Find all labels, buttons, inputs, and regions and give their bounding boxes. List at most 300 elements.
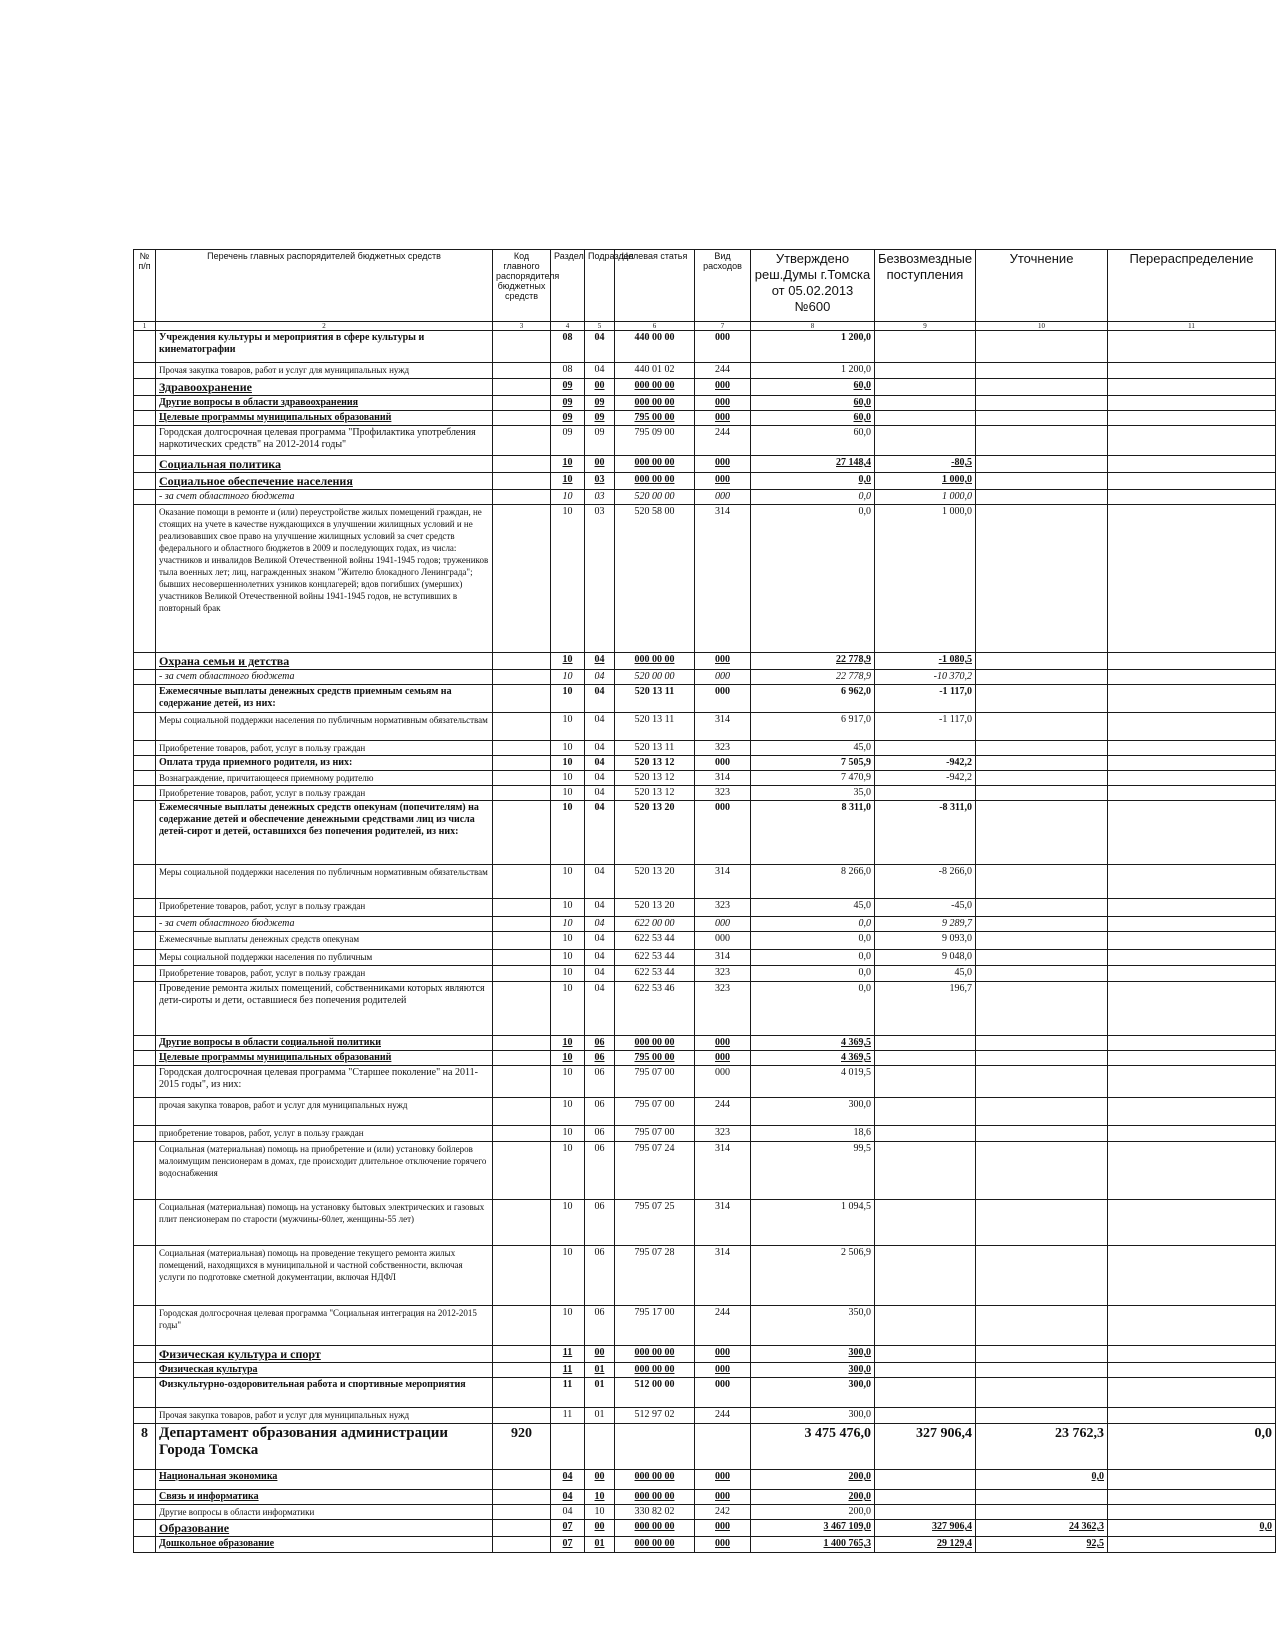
row-subsection: 01 xyxy=(585,1378,615,1408)
row-expense-type: 244 xyxy=(695,1098,751,1126)
row-code xyxy=(493,1505,551,1520)
row-free-receipts xyxy=(875,396,976,411)
row-free-receipts: -45,0 xyxy=(875,899,976,917)
row-free-receipts: 1 000,0 xyxy=(875,505,976,653)
row-section: 10 xyxy=(551,899,585,917)
row-number xyxy=(134,1470,156,1490)
row-name: Охрана семьи и детства xyxy=(156,653,493,670)
row-free-receipts xyxy=(875,1470,976,1490)
row-subsection: 10 xyxy=(585,1505,615,1520)
row-redistribution xyxy=(1108,713,1276,741)
row-subsection: 04 xyxy=(585,713,615,741)
row-approved: 200,0 xyxy=(751,1505,875,1520)
row-clarification xyxy=(976,1246,1108,1306)
column-number: 9 xyxy=(875,322,976,331)
row-section: 10 xyxy=(551,966,585,982)
header-redistr: Перераспределение xyxy=(1108,250,1276,322)
row-clarification xyxy=(976,1378,1108,1408)
row-subsection: 10 xyxy=(585,1490,615,1505)
row-expense-type: 314 xyxy=(695,950,751,966)
table-row xyxy=(134,331,1276,363)
row-redistribution xyxy=(1108,982,1276,1036)
row-expense-type: 314 xyxy=(695,865,751,899)
row-approved: 99,5 xyxy=(751,1142,875,1200)
row-name: Целевые программы муниципальных образований xyxy=(156,411,493,426)
table-row xyxy=(134,411,1276,426)
row-clarification xyxy=(976,1306,1108,1346)
row-number xyxy=(134,670,156,685)
row-section: 11 xyxy=(551,1363,585,1378)
row-section: 10 xyxy=(551,801,585,865)
row-subsection: 04 xyxy=(585,932,615,950)
row-approved: 200,0 xyxy=(751,1490,875,1505)
row-clarification xyxy=(976,917,1108,932)
row-section: 10 xyxy=(551,1051,585,1066)
row-clarification: 0,0 xyxy=(976,1470,1108,1490)
row-section: 09 xyxy=(551,396,585,411)
row-section: 10 xyxy=(551,713,585,741)
row-number xyxy=(134,1505,156,1520)
column-number: 3 xyxy=(493,322,551,331)
row-expense-type: 323 xyxy=(695,982,751,1036)
row-number xyxy=(134,331,156,363)
row-expense-type: 323 xyxy=(695,741,751,756)
row-redistribution xyxy=(1108,490,1276,505)
row-name: Департамент образования администрации Города Томска xyxy=(156,1424,493,1470)
table-row xyxy=(134,966,1276,982)
row-name: Ежемесячные выплаты денежных средств приемным семьям на содержание детей, из них: xyxy=(156,685,493,713)
table-row xyxy=(134,1470,1276,1490)
column-number-row xyxy=(134,322,1276,331)
row-target-article: 000 00 00 xyxy=(615,396,695,411)
row-subsection: 04 xyxy=(585,771,615,786)
row-clarification xyxy=(976,1036,1108,1051)
row-section: 10 xyxy=(551,1246,585,1306)
row-approved: 8 266,0 xyxy=(751,865,875,899)
row-name: Другие вопросы в области информатики xyxy=(156,1505,493,1520)
row-name: - за счет областного бюджета xyxy=(156,490,493,505)
column-number: 11 xyxy=(1108,322,1276,331)
table-row xyxy=(134,1142,1276,1200)
row-code xyxy=(493,982,551,1036)
row-expense-type: 000 xyxy=(695,331,751,363)
row-number xyxy=(134,1246,156,1306)
row-free-receipts xyxy=(875,1378,976,1408)
row-free-receipts: 9 289,7 xyxy=(875,917,976,932)
row-section xyxy=(551,1424,585,1470)
column-number: 2 xyxy=(156,322,493,331)
row-redistribution xyxy=(1108,331,1276,363)
row-redistribution xyxy=(1108,899,1276,917)
row-number xyxy=(134,932,156,950)
row-target-article: 795 07 00 xyxy=(615,1126,695,1142)
row-redistribution: 0,0 xyxy=(1108,1520,1276,1537)
row-target-article: 520 00 00 xyxy=(615,490,695,505)
table-row xyxy=(134,685,1276,713)
row-expense-type: 000 xyxy=(695,1346,751,1363)
row-redistribution xyxy=(1108,363,1276,379)
row-free-receipts: -1 117,0 xyxy=(875,713,976,741)
row-name: Меры социальной поддержки населения по публичным нормативным обязательствам xyxy=(156,865,493,899)
row-name: Приобретение товаров, работ, услуг в пользу граждан xyxy=(156,786,493,801)
row-expense-type: 000 xyxy=(695,396,751,411)
row-subsection: 04 xyxy=(585,899,615,917)
row-number xyxy=(134,1126,156,1142)
row-subsection: 03 xyxy=(585,490,615,505)
row-free-receipts: 1 000,0 xyxy=(875,473,976,490)
row-section: 10 xyxy=(551,917,585,932)
table-row xyxy=(134,932,1276,950)
row-free-receipts: 9 048,0 xyxy=(875,950,976,966)
table-row xyxy=(134,1306,1276,1346)
row-expense-type: 244 xyxy=(695,426,751,456)
row-approved: 45,0 xyxy=(751,899,875,917)
row-subsection: 06 xyxy=(585,1306,615,1346)
table-row xyxy=(134,865,1276,899)
row-target-article: 622 00 00 xyxy=(615,917,695,932)
row-free-receipts: -942,2 xyxy=(875,756,976,771)
column-number: 6 xyxy=(615,322,695,331)
table-row xyxy=(134,1066,1276,1098)
row-target-article: 000 00 00 xyxy=(615,1470,695,1490)
table-row xyxy=(134,786,1276,801)
row-target-article: 520 13 12 xyxy=(615,756,695,771)
column-number: 10 xyxy=(976,322,1108,331)
row-section: 04 xyxy=(551,1470,585,1490)
row-section: 10 xyxy=(551,1200,585,1246)
row-number xyxy=(134,756,156,771)
row-approved: 60,0 xyxy=(751,396,875,411)
row-subsection: 09 xyxy=(585,426,615,456)
row-code xyxy=(493,426,551,456)
row-subsection: 04 xyxy=(585,331,615,363)
row-target-article: 440 01 02 xyxy=(615,363,695,379)
row-subsection: 09 xyxy=(585,411,615,426)
row-code xyxy=(493,1520,551,1537)
row-name: Образование xyxy=(156,1520,493,1537)
row-subsection: 04 xyxy=(585,653,615,670)
row-section: 10 xyxy=(551,771,585,786)
row-clarification xyxy=(976,1363,1108,1378)
row-expense-type: 000 xyxy=(695,801,751,865)
row-subsection: 00 xyxy=(585,1346,615,1363)
row-target-article: 000 00 00 xyxy=(615,456,695,473)
row-code xyxy=(493,741,551,756)
row-name: Целевые программы муниципальных образований xyxy=(156,1051,493,1066)
row-free-receipts: 327 906,4 xyxy=(875,1424,976,1470)
row-name: приобретение товаров, работ, услуг в пользу граждан xyxy=(156,1126,493,1142)
header-free: Безвозмездные поступления xyxy=(875,250,976,322)
row-target-article: 000 00 00 xyxy=(615,473,695,490)
row-redistribution xyxy=(1108,950,1276,966)
row-clarification xyxy=(976,653,1108,670)
row-clarification xyxy=(976,396,1108,411)
row-number xyxy=(134,982,156,1036)
row-target-article: 520 13 20 xyxy=(615,899,695,917)
row-target-article: 000 00 00 xyxy=(615,1036,695,1051)
header-section: Раздел xyxy=(551,250,585,322)
row-approved: 1 094,5 xyxy=(751,1200,875,1246)
row-free-receipts: -8 311,0 xyxy=(875,801,976,865)
table-row xyxy=(134,756,1276,771)
row-subsection: 06 xyxy=(585,1098,615,1126)
row-free-receipts xyxy=(875,1346,976,1363)
row-target-article: 795 17 00 xyxy=(615,1306,695,1346)
row-clarification xyxy=(976,1200,1108,1246)
row-approved: 27 148,4 xyxy=(751,456,875,473)
header-name: Перечень главных распорядителей бюджетных средств xyxy=(156,250,493,322)
table-header-row xyxy=(134,250,1276,322)
row-free-receipts: 29 129,4 xyxy=(875,1537,976,1553)
row-number xyxy=(134,411,156,426)
row-clarification xyxy=(976,1408,1108,1424)
row-code xyxy=(493,1051,551,1066)
row-free-receipts xyxy=(875,1363,976,1378)
row-code xyxy=(493,379,551,396)
table-row xyxy=(134,1490,1276,1505)
row-redistribution xyxy=(1108,411,1276,426)
row-clarification xyxy=(976,1126,1108,1142)
row-expense-type: 000 xyxy=(695,1066,751,1098)
row-free-receipts xyxy=(875,1051,976,1066)
row-name: - за счет областного бюджета xyxy=(156,917,493,932)
row-clarification xyxy=(976,982,1108,1036)
row-section: 10 xyxy=(551,950,585,966)
row-section: 10 xyxy=(551,505,585,653)
row-approved: 4 369,5 xyxy=(751,1036,875,1051)
row-subsection: 04 xyxy=(585,670,615,685)
row-number xyxy=(134,473,156,490)
row-redistribution xyxy=(1108,756,1276,771)
row-section: 10 xyxy=(551,1098,585,1126)
row-code xyxy=(493,331,551,363)
row-redistribution xyxy=(1108,1537,1276,1553)
row-target-article xyxy=(615,1424,695,1470)
row-approved: 60,0 xyxy=(751,411,875,426)
row-subsection: 04 xyxy=(585,801,615,865)
row-target-article: 622 53 44 xyxy=(615,932,695,950)
row-number xyxy=(134,396,156,411)
row-clarification xyxy=(976,411,1108,426)
row-number xyxy=(134,1051,156,1066)
row-approved: 0,0 xyxy=(751,473,875,490)
row-clarification xyxy=(976,473,1108,490)
row-approved: 350,0 xyxy=(751,1306,875,1346)
row-subsection: 04 xyxy=(585,741,615,756)
column-number: 1 xyxy=(134,322,156,331)
row-subsection: 04 xyxy=(585,982,615,1036)
row-approved: 300,0 xyxy=(751,1363,875,1378)
row-number xyxy=(134,865,156,899)
row-subsection: 04 xyxy=(585,950,615,966)
row-free-receipts: -8 266,0 xyxy=(875,865,976,899)
row-redistribution xyxy=(1108,741,1276,756)
row-number xyxy=(134,1306,156,1346)
row-expense-type xyxy=(695,1424,751,1470)
row-code xyxy=(493,932,551,950)
row-subsection: 06 xyxy=(585,1246,615,1306)
row-name: Приобретение товаров, работ, услуг в пользу граждан xyxy=(156,899,493,917)
row-expense-type: 000 xyxy=(695,670,751,685)
row-approved: 0,0 xyxy=(751,490,875,505)
row-clarification xyxy=(976,786,1108,801)
row-free-receipts xyxy=(875,1246,976,1306)
row-expense-type: 000 xyxy=(695,411,751,426)
row-code xyxy=(493,966,551,982)
row-redistribution xyxy=(1108,1036,1276,1051)
row-clarification xyxy=(976,865,1108,899)
row-section: 10 xyxy=(551,756,585,771)
row-subsection: 06 xyxy=(585,1200,615,1246)
row-expense-type: 000 xyxy=(695,1470,751,1490)
table-row xyxy=(134,1051,1276,1066)
row-approved: 6 917,0 xyxy=(751,713,875,741)
row-free-receipts xyxy=(875,786,976,801)
row-expense-type: 323 xyxy=(695,899,751,917)
row-subsection: 04 xyxy=(585,917,615,932)
row-section: 11 xyxy=(551,1378,585,1408)
row-number xyxy=(134,786,156,801)
table-row xyxy=(134,917,1276,932)
row-approved: 1 200,0 xyxy=(751,331,875,363)
row-redistribution xyxy=(1108,426,1276,456)
row-number xyxy=(134,1066,156,1098)
row-expense-type: 314 xyxy=(695,771,751,786)
column-number: 7 xyxy=(695,322,751,331)
row-name: Другие вопросы в области социальной политики xyxy=(156,1036,493,1051)
row-subsection: 06 xyxy=(585,1142,615,1200)
row-subsection: 00 xyxy=(585,1520,615,1537)
row-redistribution xyxy=(1108,685,1276,713)
row-subsection: 00 xyxy=(585,456,615,473)
row-clarification xyxy=(976,741,1108,756)
row-code xyxy=(493,771,551,786)
row-target-article: 000 00 00 xyxy=(615,1490,695,1505)
row-number xyxy=(134,1490,156,1505)
row-code xyxy=(493,670,551,685)
row-expense-type: 000 xyxy=(695,1051,751,1066)
row-approved: 0,0 xyxy=(751,950,875,966)
row-target-article: 000 00 00 xyxy=(615,1346,695,1363)
row-code xyxy=(493,1346,551,1363)
row-approved: 0,0 xyxy=(751,917,875,932)
row-redistribution xyxy=(1108,1200,1276,1246)
row-clarification xyxy=(976,1098,1108,1126)
row-name: Социальное обеспечение населения xyxy=(156,473,493,490)
row-section: 10 xyxy=(551,456,585,473)
row-number xyxy=(134,741,156,756)
row-target-article: 795 07 00 xyxy=(615,1066,695,1098)
row-redistribution xyxy=(1108,1246,1276,1306)
row-redistribution xyxy=(1108,473,1276,490)
row-section: 09 xyxy=(551,379,585,396)
table-row xyxy=(134,1363,1276,1378)
row-name: Приобретение товаров, работ, услуг в пользу граждан xyxy=(156,966,493,982)
row-section: 11 xyxy=(551,1408,585,1424)
row-number xyxy=(134,1363,156,1378)
row-number xyxy=(134,490,156,505)
row-section: 09 xyxy=(551,426,585,456)
row-redistribution xyxy=(1108,932,1276,950)
row-approved: 300,0 xyxy=(751,1408,875,1424)
row-clarification: 24 362,3 xyxy=(976,1520,1108,1537)
row-redistribution xyxy=(1108,1142,1276,1200)
row-name: Связь и информатика xyxy=(156,1490,493,1505)
row-clarification xyxy=(976,1490,1108,1505)
row-code xyxy=(493,685,551,713)
table-row xyxy=(134,1378,1276,1408)
table-row xyxy=(134,653,1276,670)
row-subsection: 00 xyxy=(585,1470,615,1490)
row-target-article: 795 07 24 xyxy=(615,1142,695,1200)
row-approved: 22 778,9 xyxy=(751,670,875,685)
row-approved: 6 962,0 xyxy=(751,685,875,713)
row-target-article: 795 00 00 xyxy=(615,411,695,426)
row-section: 10 xyxy=(551,741,585,756)
row-number xyxy=(134,1098,156,1126)
row-expense-type: 314 xyxy=(695,1246,751,1306)
row-name: Социальная (материальная) помощь на приобретение и (или) установку бойлеров малоимущим пенсионерам в домах, где происходит длительное отключение горячего водоснабжения xyxy=(156,1142,493,1200)
row-name: Оплата труда приемного родителя, из них: xyxy=(156,756,493,771)
table-row xyxy=(134,490,1276,505)
table-row xyxy=(134,456,1276,473)
table-row xyxy=(134,426,1276,456)
row-redistribution xyxy=(1108,1505,1276,1520)
row-expense-type: 000 xyxy=(695,932,751,950)
row-name: Физкультурно-оздоровительная работа и спортивные мероприятия xyxy=(156,1378,493,1408)
row-subsection: 06 xyxy=(585,1036,615,1051)
header-target: Целевая статья xyxy=(615,250,695,322)
row-subsection: 04 xyxy=(585,756,615,771)
row-section: 10 xyxy=(551,982,585,1036)
row-code xyxy=(493,1537,551,1553)
row-subsection xyxy=(585,1424,615,1470)
row-free-receipts: 9 093,0 xyxy=(875,932,976,950)
row-name: Физическая культура и спорт xyxy=(156,1346,493,1363)
row-target-article: 520 13 12 xyxy=(615,771,695,786)
row-number xyxy=(134,1142,156,1200)
column-number: 8 xyxy=(751,322,875,331)
row-expense-type: 000 xyxy=(695,685,751,713)
row-target-article: 330 82 02 xyxy=(615,1505,695,1520)
row-code xyxy=(493,1200,551,1246)
row-name: Ежемесячные выплаты денежных средств опекунам xyxy=(156,932,493,950)
row-section: 08 xyxy=(551,363,585,379)
row-code xyxy=(493,1378,551,1408)
row-approved: 35,0 xyxy=(751,786,875,801)
row-free-receipts xyxy=(875,1098,976,1126)
row-name: Социальная (материальная) помощь на проведение текущего ремонта жилых помещений, находящихся в муниципальной и частной собственности, включая услуги по подготовке сметной документации, включая НДФЛ xyxy=(156,1246,493,1306)
row-number xyxy=(134,653,156,670)
row-clarification xyxy=(976,801,1108,865)
row-section: 09 xyxy=(551,411,585,426)
row-subsection: 04 xyxy=(585,786,615,801)
row-approved: 8 311,0 xyxy=(751,801,875,865)
row-expense-type: 244 xyxy=(695,1408,751,1424)
row-section: 10 xyxy=(551,865,585,899)
row-code xyxy=(493,1126,551,1142)
row-expense-type: 000 xyxy=(695,1520,751,1537)
row-section: 07 xyxy=(551,1537,585,1553)
row-redistribution xyxy=(1108,505,1276,653)
column-number: 5 xyxy=(585,322,615,331)
row-code: 920 xyxy=(493,1424,551,1470)
row-number xyxy=(134,456,156,473)
row-name: прочая закупка товаров, работ и услуг для муниципальных нужд xyxy=(156,1098,493,1126)
table-row xyxy=(134,899,1276,917)
row-code xyxy=(493,756,551,771)
header-num: № п/п xyxy=(134,250,156,322)
